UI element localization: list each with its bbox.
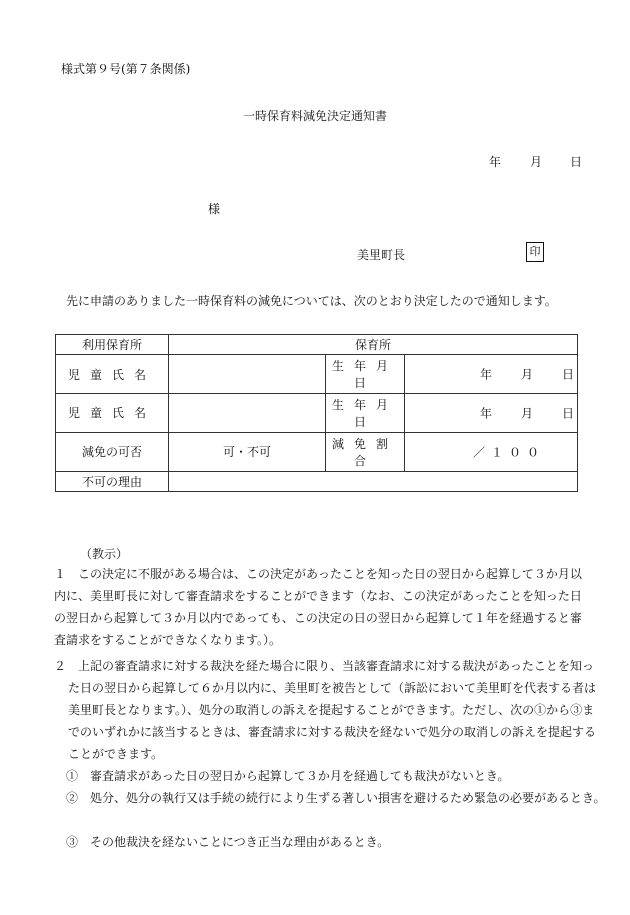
approval-label: 減免の可否 [56,432,169,471]
table-row [56,335,578,355]
form-number: 様式第９号(第７条関係) [61,62,191,76]
intro-paragraph: 先に申請のありました一時保育料の減免については、次のとおり決定したので通知します。 [66,294,557,308]
facility-label: 利用保育所 [56,335,169,355]
dob-label: 生年月日 [326,355,405,394]
child-name-cell [169,355,326,394]
dob-year-label: 年 [480,406,493,421]
dob-month-label: 月 [521,406,534,421]
table-row [56,471,578,491]
issuer-name: 美里町長 [357,248,406,262]
notice-item-1: １ この決定に不服がある場合は、この決定があったことを知った日の翌日から起算して３か月以内に、美里町長に対して審査請求をすることができます（なお、この決定があったことを知った日の翌日から起算して３か月以内であっても、この決定の日の翌日から起算して１年を経過すると審査請求をすることができなくなります。）。 [54,567,582,647]
notice-sub-2: ② 処分、処分の執行又は手続の続行により生ずる著しい損害を避けるため緊急の必要があるとき。 [66,791,606,805]
child-name-label: 児童氏名 [56,355,169,394]
dob-month-label: 月 [521,367,534,382]
document-title: 一時保育料減免決定通知書 [242,109,387,123]
date-year-label: 年 [489,155,502,169]
dob-cell [405,355,578,394]
child-name-cell [169,394,326,433]
child-name-label: 児童氏名 [56,394,169,433]
reason-cell [169,471,578,491]
date-day-label: 日 [570,155,583,169]
dob-day-label: 日 [562,406,575,421]
seal-mark: 印 [526,242,544,262]
reason-label: 不可の理由 [56,471,169,491]
notice-item-2: ２ 上記の審査請求に対する裁決を経た場合に限り、当該審査請求に対する裁決があったことを知った日の翌日から起算して６か月以内に、美里町を被告として（訴訟において美里町を代表する者は美里町長となります。）、処分の取消しの訴えを提起することができます。ただし、次の①から③までのいずれかに該当するときは、審査請求に対する裁決を経ないで処分の取消しの訴えを提起することができます。 [54,659,597,761]
ratio-cell [405,432,578,471]
dob-day-label: 日 [562,367,575,382]
approval-value: 可・不可 [169,432,326,471]
ratio-label: 減免割合 [326,432,405,471]
notice-sub-1: ① 審査請求があった日の翌日から起算して３か月を経過しても裁決がないとき。 [66,769,510,783]
dob-cell [405,394,578,433]
dob-year-label: 年 [480,367,493,382]
table-row [56,394,578,433]
notice-heading: （教示） [80,547,129,561]
ratio-value: ／１００ [473,445,546,460]
notice-sub-3: ③ その他裁決を経ないことにつき正当な理由があるとき。 [66,835,390,849]
dob-label: 生年月日 [326,394,405,433]
facility-value: 保育所 [169,335,578,355]
table-row [56,432,578,471]
date-month-label: 月 [530,155,543,169]
addressee-suffix: 様 [208,202,221,216]
info-table [55,334,578,492]
table-row [56,355,578,394]
